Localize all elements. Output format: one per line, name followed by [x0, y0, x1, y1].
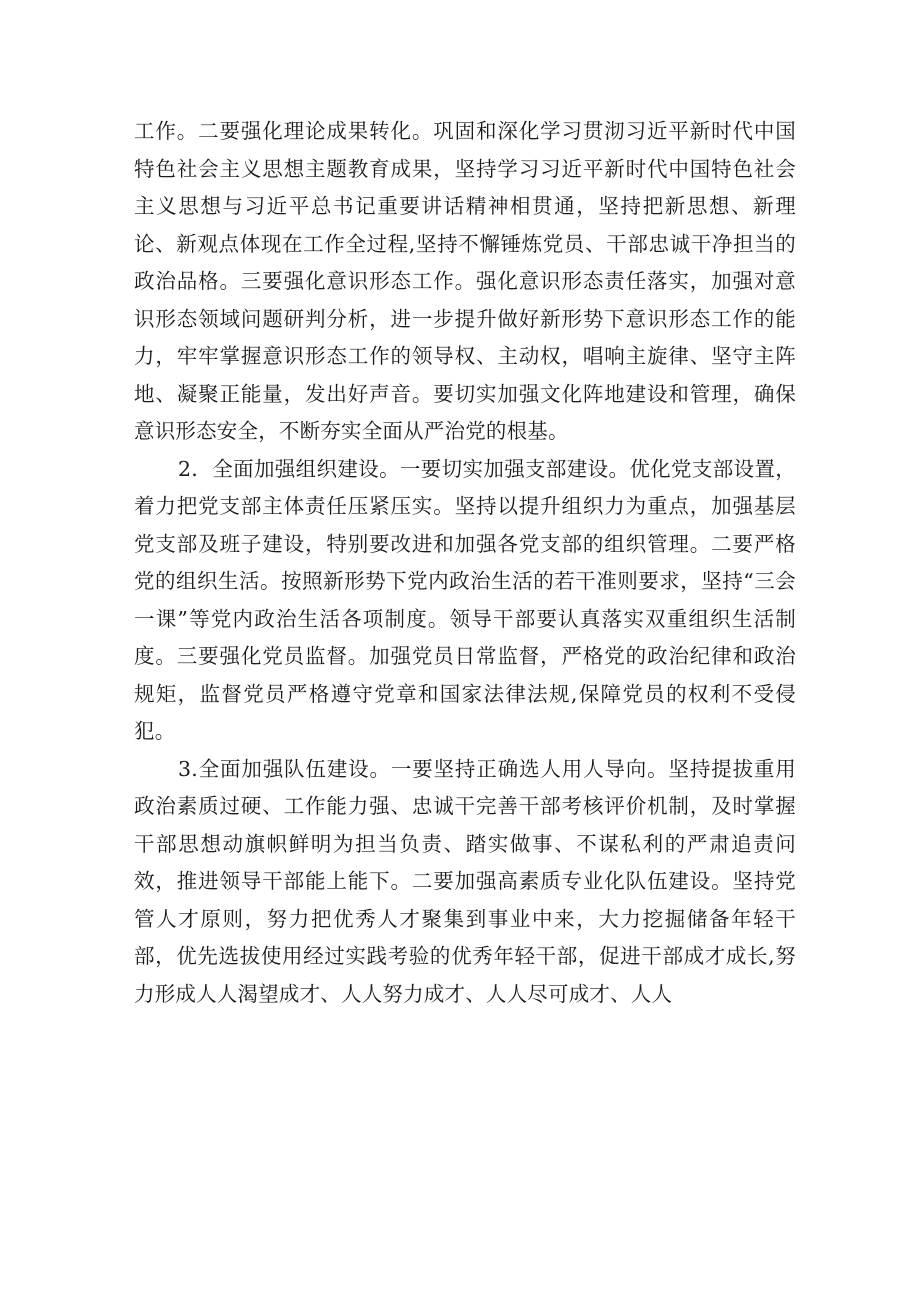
paragraph-theory-ideology: 工作。二要强化理论成果转化。巩固和深化学习贯沏习近平新时代中国特色社会主义思想主题教育成果，坚持学习习近平新时代中国特色社会主义思想与习近平总书记重要讲话精神相贯通，坚持把新思想、新理论、新观点体现在工作全过程,坚持不懈锤炼党员、干部忠诚干净担当的政治品格。三要强化意识形态工作。强化意识形态责任落实，加强对意识形态领域问题研判分析，进一步提升做好新形势下意识形态工作的能力，牢牢掌握意识形态工作的领导权、主动权，唱响主旋律、坚守主阵地、凝聚正能量，发出好声音。要切实加强文化阵地建设和管理，确保意识形态安全，不断夯实全面从严治党的根基。: [134, 119, 796, 443]
paragraph-organization-building: 2．全面加强组织建设。一要切实加强支部建设。优化党支部设置，着力把党支部主体责任压紧压实。坚持以提升组织力为重点，加强基层党支部及班子建设，特别要改进和加强各党支部的组织管理。二要严格党的组织生活。按照新形势下党内政治生活的若干准则要求，坚持“三会一课”等党内政治生活各项制度。领导干部要认真落实双重组织生活制度。三要强化党员监督。加强党员日常监督，严格党的政治纪律和政治规矩，监督党员严格遵守党章和国家法律法规,保障党员的权利不受侵犯。: [134, 456, 796, 743]
paragraph-team-building: 3.全面加强队伍建设。一要坚持正确选人用人导向。坚持提拔重用政治素质过硬、工作能力强、忠诚干完善干部考核评价机制，及时掌握干部思想动旗帜鲜明为担当负责、踏实做事、不谋私利的严肃追责问效，推进领导干部能上能下。二要加强高素质专业化队伍建设。坚持党管人才原则，努力把优秀人才聚集到事业中来，大力挖掘储备年轻干部，优先选拔使用经过实践考验的优秀年轻干部，促进干部成才成长,努力形成人人渴望成才、人人努力成才、人人尽可成才、人人: [134, 756, 796, 1006]
document-body: [134, 113, 796, 1013]
